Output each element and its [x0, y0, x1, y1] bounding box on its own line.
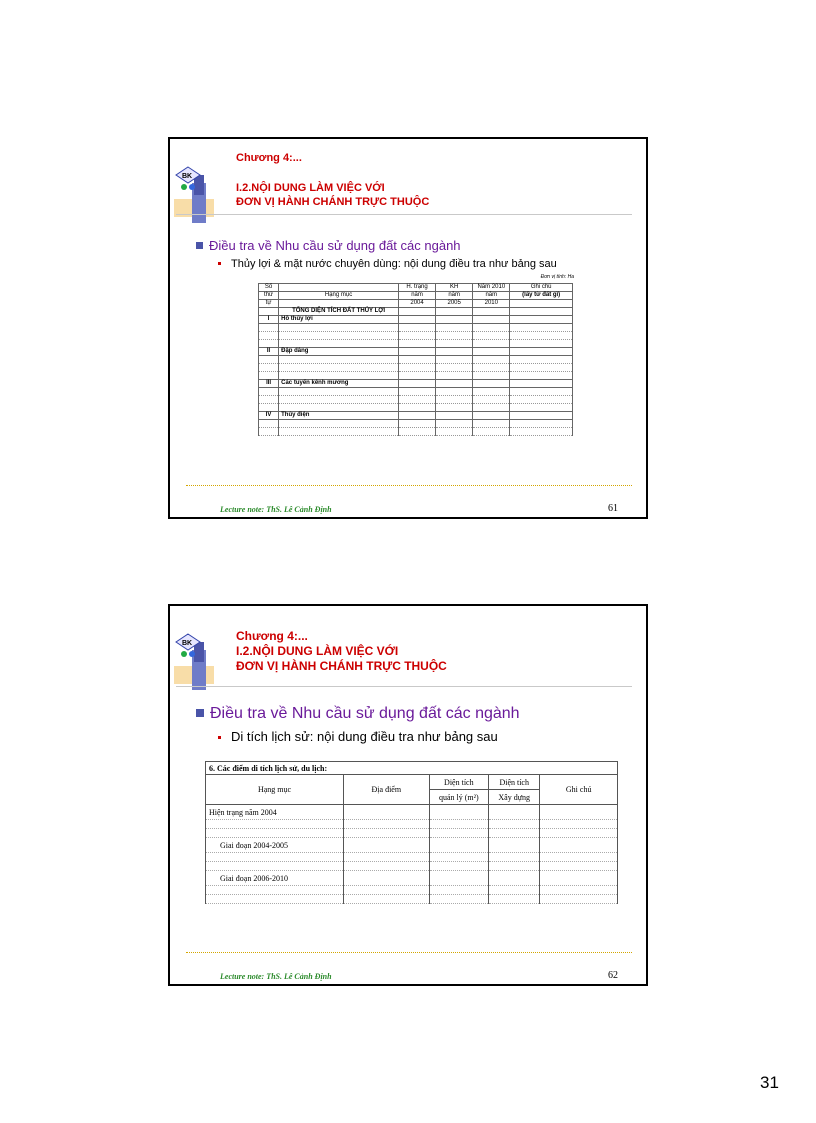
table-header-cell: năm [399, 292, 436, 300]
group-num: II [259, 348, 279, 356]
col-dt-xay-dung: Diện tích [489, 775, 540, 790]
table-header-cell: Năm 2010 [473, 284, 510, 292]
bk-logo-icon [174, 165, 224, 225]
table-header-cell: 2005 [436, 300, 473, 308]
bk-logo-icon [174, 632, 224, 692]
bullet-main [196, 705, 520, 723]
table-header-cell: Hạng mục [279, 292, 399, 300]
slide-number: 62 [608, 970, 618, 981]
table-row-label: Giai đoạn 2004-2005 [206, 838, 344, 853]
table-header-cell [279, 284, 399, 292]
group-num: IV [259, 412, 279, 420]
table-header-cell: Ghi chú [510, 284, 573, 292]
bullet-square-icon [196, 709, 204, 717]
table-header-cell: H. trạng [399, 284, 436, 292]
bullet-main-text: Điều tra về Nhu cầu sử dụng đất các ngành [209, 238, 461, 253]
bullet-dot-icon [218, 736, 221, 739]
heading-line-2: ĐƠN VỊ HÀNH CHÁNH TRỰC THUỘC [236, 659, 447, 673]
table-cell [259, 308, 279, 316]
slide-61 [168, 137, 648, 519]
table-row-label: Giai đoạn 2006-2010 [206, 871, 344, 886]
table-header-cell [510, 300, 573, 308]
chapter-title: Chương 4:... [236, 629, 308, 643]
col-hang-muc: Hạng mục [206, 775, 344, 805]
table-header-cell: thứ [259, 292, 279, 300]
bullet-sub [218, 258, 557, 270]
footer-note: Lecture note: ThS. Lê Cảnh Định [220, 505, 332, 514]
col-dt-quan-ly-unit: quản lý (m²) [429, 790, 488, 805]
svg-text:BK: BK [182, 640, 193, 647]
heading-line-2: ĐƠN VỊ HÀNH CHÁNH TRỰC THUỘC [236, 196, 430, 208]
table-header-cell: năm [436, 292, 473, 300]
heading-line-1: I.2.NỘI DUNG LÀM VIỆC VỚI [236, 182, 385, 194]
footer-note: Lecture note: ThS. Lê Cảnh Định [220, 972, 332, 981]
irrigation-table [258, 283, 573, 436]
heading-line-1: I.2.NỘI DUNG LÀM VIỆC VỚI [236, 644, 399, 658]
unit-note: Đơn vị tính: Ha [540, 274, 574, 280]
heading-divider [176, 686, 632, 687]
table-header-cell: tự [259, 300, 279, 308]
table-header-cell: 2004 [399, 300, 436, 308]
col-dt-quan-ly: Diện tích [429, 775, 488, 790]
table-header-cell [279, 300, 399, 308]
bullet-sub-text: Di tích lịch sử: nội dung điều tra như bảng sau [231, 729, 498, 744]
table-row-label: Hiện trạng năm 2004 [206, 805, 344, 820]
table-header-cell: (lấy từ đất gì) [510, 292, 573, 300]
total-label: TỔNG DIỆN TÍCH ĐẤT THỦY LỢI [279, 308, 399, 316]
table-header-cell: Số [259, 284, 279, 292]
bullet-sub-text: Thủy lợi & mặt nước chuyên dùng: nội dung điều tra như bảng sau [231, 258, 557, 270]
slide-62 [168, 604, 648, 986]
heritage-table [205, 761, 618, 904]
group-num: I [259, 316, 279, 324]
table-header-cell: 2010 [473, 300, 510, 308]
heading-divider [176, 214, 632, 215]
slide-number: 61 [608, 503, 618, 514]
chapter-title: Chương 4:... [236, 152, 302, 164]
page-number: 31 [760, 1073, 779, 1092]
table-header-cell: năm [473, 292, 510, 300]
table-header-cell: KH [436, 284, 473, 292]
col-dia-diem: Địa điểm [344, 775, 430, 805]
group-num: III [259, 380, 279, 388]
col-ghi-chu: Ghi chú [540, 775, 618, 805]
bullet-square-icon [196, 242, 203, 249]
group-label: Các tuyến kênh mương [279, 380, 399, 388]
bullet-main [196, 238, 461, 253]
footer-divider [186, 952, 632, 953]
table-title: 6. Các điểm di tích lịch sử, du lịch: [206, 762, 618, 775]
group-label: Hồ thủy lợi [279, 316, 399, 324]
group-label: Đập dâng [279, 348, 399, 356]
footer-divider [186, 485, 632, 486]
bullet-dot-icon [218, 262, 221, 265]
group-label: Thủy điện [279, 412, 399, 420]
bullet-main-text: Điều tra về Nhu cầu sử dụng đất các ngành [210, 705, 520, 722]
svg-text:BK: BK [182, 173, 193, 180]
bullet-sub [218, 729, 498, 744]
col-dt-xay-dung-sub: Xây dựng [489, 790, 540, 805]
